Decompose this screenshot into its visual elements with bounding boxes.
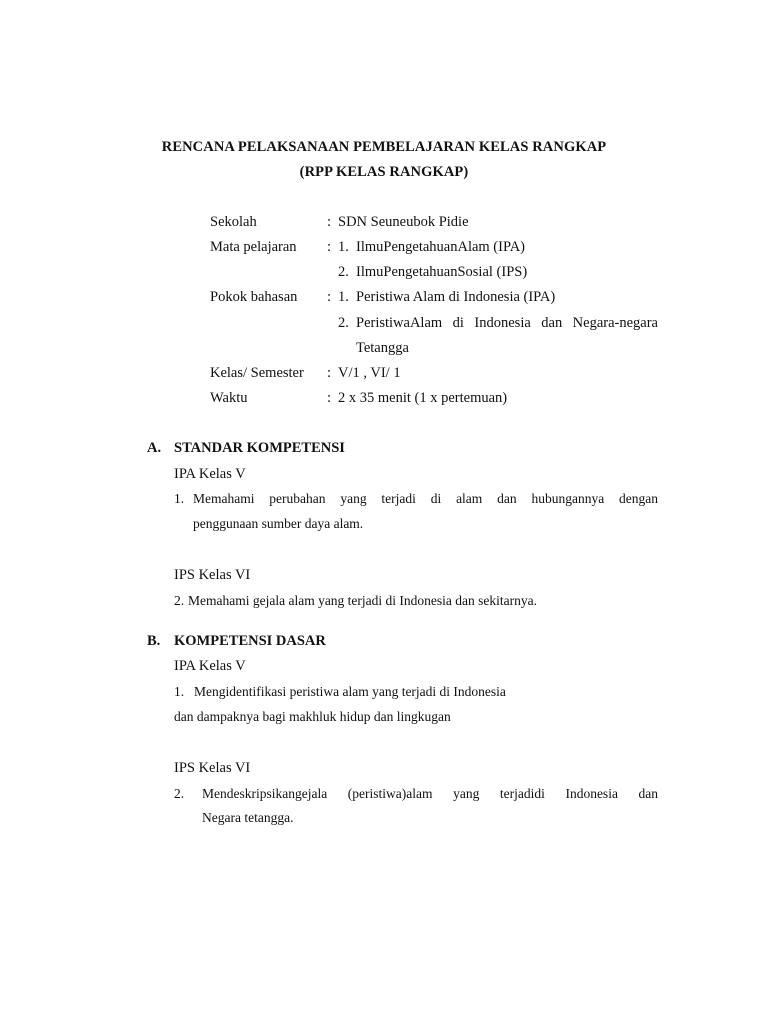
pokok-item-num: 1.	[338, 289, 349, 305]
list-item-continuation: Negara tetangga.	[202, 810, 294, 825]
label-sekolah: Sekolah	[210, 214, 257, 230]
list-item-text: Memahami gejala alam yang terjadi di Indonesia dan sekitarnya.	[188, 593, 537, 608]
section-heading: STANDAR KOMPETENSI	[174, 440, 345, 456]
list-item-num: 1.	[174, 684, 185, 699]
list-item-text: Mengidentifikasi peristiwa alam yang terjadi di Indonesia	[194, 684, 506, 699]
section-heading: KOMPETENSI DASAR	[174, 633, 326, 649]
label-mata-pelajaran: Mata pelajaran	[210, 239, 297, 255]
doc-subtitle: (RPP KELAS RANGKAP)	[299, 164, 469, 180]
value-kelas-semester: V/1 , VI/ 1	[338, 365, 401, 381]
label-pokok-bahasan: Pokok bahasan	[210, 289, 298, 305]
section-letter: B.	[147, 633, 161, 649]
list-item-num: 2.	[174, 593, 185, 608]
colon: :	[327, 239, 332, 255]
colon: :	[327, 365, 332, 381]
subject-label: IPS Kelas VI	[174, 760, 251, 776]
subject-label: IPA Kelas V	[174, 466, 246, 482]
doc-title: RENCANA PELAKSANAAN PEMBELAJARAN KELAS RANGKAP	[161, 139, 607, 155]
section-letter: A.	[147, 440, 162, 456]
colon: :	[327, 390, 332, 406]
list-item-continuation: dan dampaknya bagi makhluk hidup dan lingkugan	[174, 709, 451, 724]
list-item-text: Memahami perubahan yang terjadi di alam dan hubungannya dengan	[193, 491, 658, 506]
label-waktu: Waktu	[210, 390, 248, 406]
mapel-item-num: 2.	[338, 264, 349, 280]
pokok-item-num: 2.	[338, 315, 349, 331]
list-item-num: 1.	[174, 491, 185, 506]
pokok-item-text: Peristiwa Alam di Indonesia (IPA)	[356, 289, 556, 305]
colon: :	[327, 289, 332, 305]
mapel-item-num: 1.	[338, 239, 349, 255]
pokok-item-text: PeristiwaAlam di Indonesia dan Negara-negara	[356, 315, 658, 331]
value-sekolah: SDN Seuneubok Pidie	[338, 214, 469, 230]
mapel-item-text: IlmuPengetahuanAlam (IPA)	[356, 239, 526, 255]
colon: :	[327, 214, 332, 230]
subject-label: IPA Kelas V	[174, 658, 246, 674]
label-kelas-semester: Kelas/ Semester	[210, 365, 304, 381]
list-item-text: Mendeskripsikangejala (peristiwa)alam yang terjadidi Indonesia dan	[202, 786, 658, 801]
list-item-num: 2.	[174, 786, 185, 801]
value-waktu: 2 x 35 menit (1 x pertemuan)	[338, 390, 508, 406]
pokok-item-continuation: Tetangga	[356, 340, 409, 356]
subject-label: IPS Kelas VI	[174, 567, 251, 583]
mapel-item-text: IlmuPengetahuanSosial (IPS)	[356, 264, 528, 280]
list-item-continuation: penggunaan sumber daya alam.	[193, 516, 364, 531]
